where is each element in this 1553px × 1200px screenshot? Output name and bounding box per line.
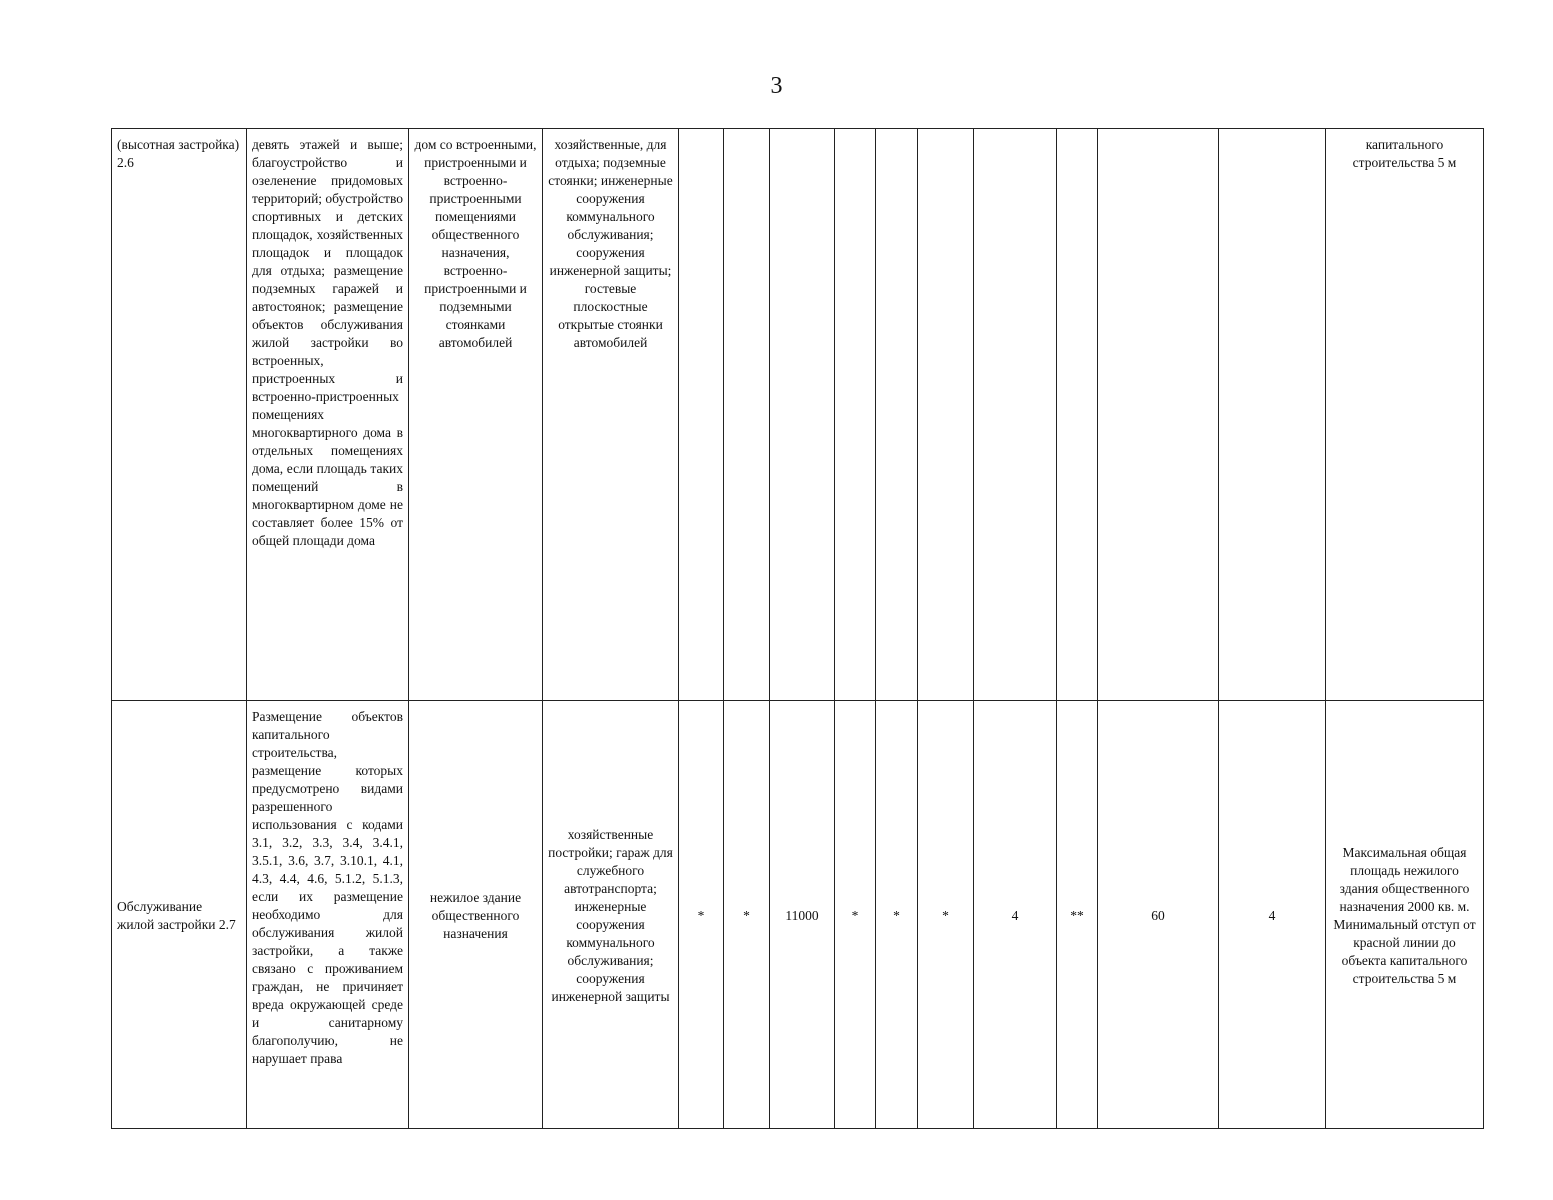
main-object-cell: дом со встроенными, пристроенными и встроенно-пристроенными помещениями общественного назначения, встроенно-пристроенными и подземными стоянками автомобилей: [409, 129, 543, 701]
param-cell-2: *: [724, 701, 770, 1129]
param-cell-10: [1219, 129, 1326, 701]
param-cell-9: 60: [1098, 701, 1219, 1129]
param-cell-5: [876, 129, 918, 701]
param-cell-4: *: [835, 701, 876, 1129]
param-cell-4: [835, 129, 876, 701]
param-cell-8: [1057, 129, 1098, 701]
use-type-name: Обслуживание жилой застройки 2.7: [112, 701, 247, 1129]
table-row: [112, 701, 1484, 1129]
param-cell-7: 4: [974, 701, 1057, 1129]
use-type-description: Размещение объектов капитального строительства, размещение которых предусмотрено видами разрешенного использования с кодами 3.1, 3.2, 3.3, 3.4, 3.4.1, 3.5.1, 3.6, 3.7, 3.10.1, 4.1, 4.3, 4.4, 4.6, 5.1.2, 5.1.3, если их размещение необходимо для обслуживания жилой застройки, а также связано с проживанием граждан, не причиняет вреда окружающей среде и санитарному благополучию, не нарушает права: [247, 701, 409, 1129]
param-cell-7: [974, 129, 1057, 701]
param-cell-3: [770, 129, 835, 701]
use-type-name: (высотная застройка) 2.6: [112, 129, 247, 701]
table-row: [112, 129, 1484, 701]
auxiliary-use-cell: хозяйственные, для отдыха; подземные стоянки; инженерные сооружения коммунального обслуживания; сооружения инженерной защиты; гостевые плоскостные открытые стоянки автомобилей: [543, 129, 679, 701]
auxiliary-use-cell: хозяйственные постройки; гараж для служебного автотранспорта; инженерные сооружения коммунального обслуживания; сооружения инженерной защиты: [543, 701, 679, 1129]
land-use-regulations-table: [111, 128, 1484, 1129]
main-object-cell: нежилое здание общественного назначения: [409, 701, 543, 1129]
param-cell-10: 4: [1219, 701, 1326, 1129]
page-number: 3: [770, 73, 783, 99]
param-cell-2: [724, 129, 770, 701]
param-cell-8: **: [1057, 701, 1098, 1129]
param-cell-6: [918, 129, 974, 701]
param-cell-6: *: [918, 701, 974, 1129]
param-cell-5: *: [876, 701, 918, 1129]
note-cell: Максимальная общая площадь нежилого здания общественного назначения 2000 кв. м. Минимальный отступ от красной линии до объекта капитального строительства 5 м: [1326, 701, 1484, 1129]
param-cell-1: *: [679, 701, 724, 1129]
use-type-description: девять этажей и выше; благоустройство и озеленение придомовых территорий; обустройство спортивных и детских площадок, хозяйственных площадок и площадок для отдыха; размещение подземных гаражей и автостоянок; размещение объектов обслуживания жилой застройки во встроенных, пристроенных и встроенно-пристроенных помещениях многоквартирного дома в отдельных помещениях дома, если площадь таких помещений в многоквартирном доме не составляет более 15% от общей площади дома: [247, 129, 409, 701]
note-cell: капитального строительства 5 м: [1326, 129, 1484, 701]
param-cell-9: [1098, 129, 1219, 701]
param-cell-1: [679, 129, 724, 701]
param-cell-3: 11000: [770, 701, 835, 1129]
